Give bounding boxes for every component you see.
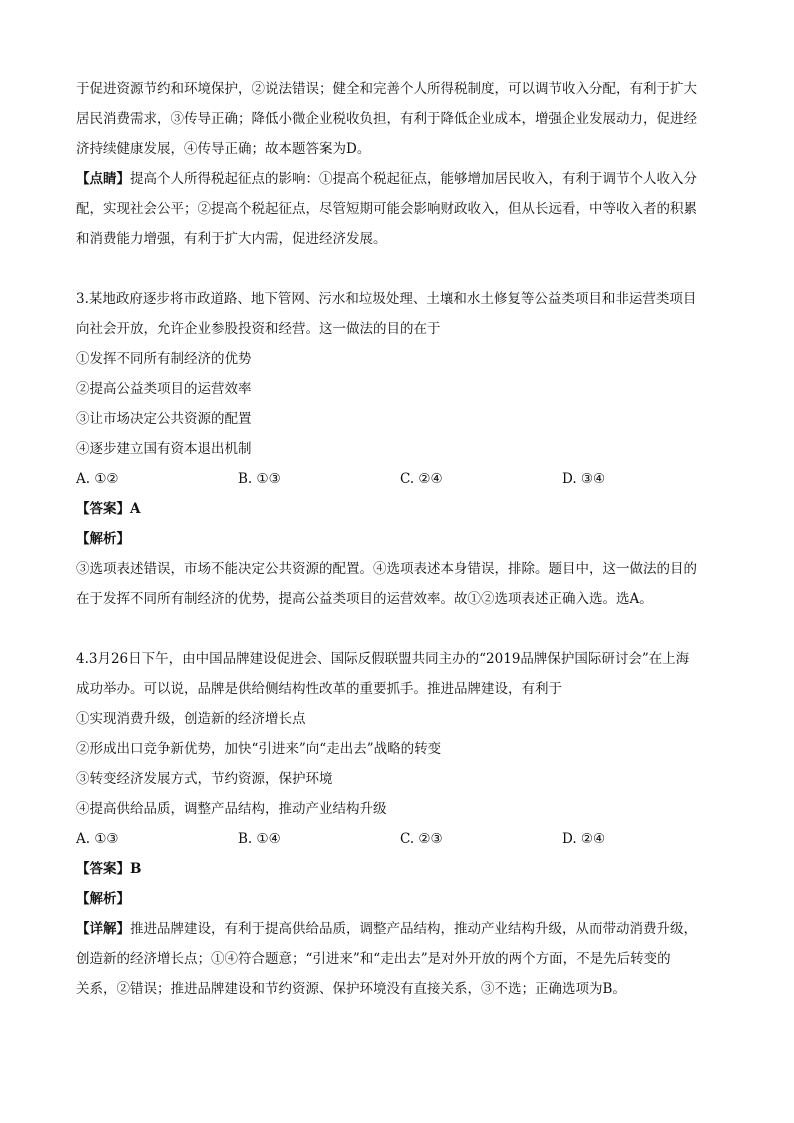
question-4: [76, 644, 726, 1004]
question-stem: 成功举办。可以说，品牌是供给侧结构性改革的重要抓手。推进品牌建设，有利于: [76, 681, 562, 697]
choice-item: ③转变经济发展方式，节约资源，保护环境: [76, 771, 333, 787]
dianjing-block: [76, 164, 726, 254]
text-line: 配，实现社会公平；②提高个税起征点，尽管短期可能会影响财政收入，但从长远看，中等收入者的积累: [76, 201, 697, 217]
option-d: D. ②④: [562, 831, 606, 847]
answer-options: [76, 824, 726, 854]
answer-options: [76, 464, 726, 494]
answer-label: 【答案】B: [76, 861, 142, 877]
answer-label: 【答案】A: [76, 501, 141, 517]
analysis-line: ③选项表述错误，市场不能决定公共资源的配置。④选项表述本身错误，排除。题目中，这一做法的目的: [76, 561, 697, 577]
text-line: 和消费能力增强，有利于扩大内需，促进经济发展。: [76, 231, 387, 247]
analysis-line: 在于发挥不同所有制经济的优势，提高公益类项目的运营效率。故①②选项表述正确入选。选A。: [76, 591, 653, 607]
analysis-label: 【解析】: [76, 531, 130, 547]
text-line: 济持续健康发展，④传导正确；故本题答案为D。: [76, 141, 371, 157]
choice-item: ①实现消费升级，创造新的经济增长点: [76, 711, 306, 727]
option-c: C. ②③: [400, 831, 443, 847]
question-stem: 3.某地政府逐步将市政道路、地下管网、污水和垃圾处理、土壤和水土修复等公益类项目和非运营类项目: [76, 291, 697, 307]
choice-item: ④逐步建立国有资本退出机制: [76, 441, 252, 457]
choice-item: ②提高公益类项目的运营效率: [76, 381, 252, 397]
top-analysis-block: [76, 74, 726, 164]
option-a: A. ①②: [76, 471, 119, 487]
analysis-line: [76, 914, 726, 944]
text-line: 于促进资源节约和环境保护，②说法错误；健全和完善个人所得税制度，可以调节收入分配，有利于扩大: [76, 81, 697, 97]
dianjing-tag: 【点睛】: [76, 171, 130, 187]
choice-item: ③让市场决定公共资源的配置: [76, 411, 252, 427]
option-b: B. ①③: [238, 471, 281, 487]
question-stem: 向社会开放，允许企业参股投资和经营。这一做法的目的在于: [76, 321, 441, 337]
dianjing-text: 提高个人所得税起征点的影响：①提高个税起征点，能够增加居民收入，有利于调节个人收入分: [130, 171, 697, 187]
option-c: C. ②④: [400, 471, 443, 487]
text-line: 居民消费需求，③传导正确；降低小微企业税收负担，有利于降低企业成本，增强企业发展动力，促进经: [76, 111, 697, 127]
detail-text: 推进品牌建设，有利于提高供给品质，调整产品结构，推动产业结构升级，从而带动消费升级，: [130, 921, 697, 937]
option-d: D. ③④: [562, 471, 606, 487]
choice-item: ②形成出口竞争新优势，加快“引进来”向“走出去”战略的转变: [76, 741, 442, 757]
analysis-label: 【解析】: [76, 891, 130, 907]
analysis-line: 创造新的经济增长点；①④符合题意；“引进来”和“走出去”是对外开放的两个方面，不是先后转变的: [76, 951, 671, 967]
text-line: [76, 164, 726, 194]
document-page: [76, 74, 726, 1004]
choice-item: ④提高供给品质，调整产品结构，推动产业结构升级: [76, 801, 387, 817]
detail-tag: 【详解】: [76, 921, 130, 937]
option-b: B. ①④: [238, 831, 281, 847]
analysis-line: 关系，②错误；推进品牌建设和节约资源、保护环境没有直接关系，③不选；正确选项为B。: [76, 981, 626, 997]
option-a: A. ①③: [76, 831, 119, 847]
question-3: [76, 284, 726, 614]
question-stem: 4.3月26日下午，由中国品牌建设促进会、国际反假联盟共同主办的“2019品牌保护国际研讨会”在上海: [76, 651, 690, 667]
choice-item: ①发挥不同所有制经济的优势: [76, 351, 252, 367]
